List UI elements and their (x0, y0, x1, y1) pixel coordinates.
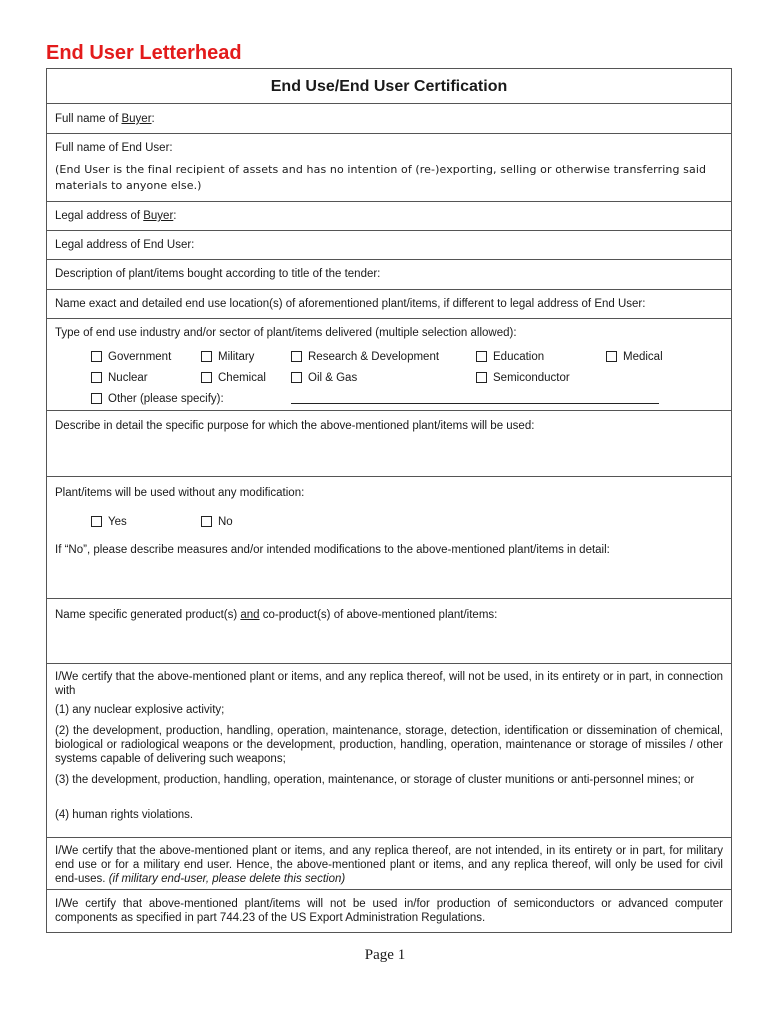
checkbox-box[interactable] (476, 351, 487, 362)
checkbox-box[interactable] (606, 351, 617, 362)
end-user-name-row[interactable] (47, 134, 731, 202)
end-user-address-label: Legal address of End User: (55, 239, 195, 251)
semiconductor-statement: I/We certify that above-mentioned plant/items will not be used in/for production of semiconductors or advanced computer components as specified in part 744.23 of the US Export Administration Regulations. (55, 898, 723, 924)
page-number: Page 1 (364, 947, 406, 963)
certify-item-3: (3) the development, production, handling, operation, maintenance, or storage of cluster munitions or anti-personnel mines; or (55, 774, 695, 786)
checkbox-no[interactable]: No (201, 514, 233, 529)
checkbox-box[interactable] (291, 351, 302, 362)
checkbox-medical[interactable]: Medical (606, 349, 663, 364)
description-row[interactable] (47, 260, 731, 290)
certify-item-4: (4) human rights violations. (55, 809, 194, 821)
form-title: End Use/End User Certification (47, 69, 731, 104)
checkbox-other[interactable]: Other (please specify): (91, 391, 224, 406)
checkbox-military[interactable]: Military (201, 349, 254, 364)
modification-label: Plant/items will be used without any modification: (55, 487, 305, 499)
modification-row (47, 477, 731, 599)
checkbox-box[interactable] (476, 372, 487, 383)
checkbox-education[interactable]: Education (476, 349, 544, 364)
certify-item-2: (2) the development, production, handling, operation, maintenance, storage, detection, identification or dissemination of chemical, biological or radiological weapons or the development, production, handling, operation, maintenance or storage of missiles / other systems capable of delivering such weapons; (55, 725, 723, 765)
letterhead-title: End User Letterhead (46, 42, 242, 64)
buyer-name-label: Full name of Buyer: (55, 113, 155, 125)
end-user-note: (End User is the final recipient of assets and has no intention of (re-)exporting, selling or otherwise transferring said materials to anyone else.) (55, 163, 707, 192)
certify-row (47, 664, 731, 838)
checkbox-box[interactable] (91, 351, 102, 362)
checkbox-semiconductor[interactable]: Semiconductor (476, 370, 570, 385)
location-label: Name exact and detailed end use location(s) of aforementioned plant/items, if different to legal address of End User: (55, 298, 646, 310)
buyer-address-row[interactable] (47, 202, 731, 231)
location-row[interactable] (47, 290, 731, 319)
purpose-row[interactable] (47, 411, 731, 477)
checkbox-box[interactable] (291, 372, 302, 383)
buyer-address-label: Legal address of Buyer: (55, 210, 177, 222)
military-row (47, 838, 731, 890)
certify-item-1: (1) any nuclear explosive activity; (55, 704, 225, 716)
checkbox-chemical[interactable]: Chemical (201, 370, 266, 385)
end-user-name-label: Full name of End User: (55, 142, 173, 154)
end-user-address-row[interactable] (47, 231, 731, 260)
semiconductor-row (47, 890, 731, 932)
description-label: Description of plant/items bought according to title of the tender: (55, 268, 381, 280)
checkbox-oil-gas[interactable]: Oil & Gas (291, 370, 357, 385)
checkbox-nuclear[interactable]: Nuclear (91, 370, 148, 385)
checkbox-box[interactable] (201, 372, 212, 383)
products-row[interactable] (47, 599, 731, 664)
other-specify-field[interactable] (291, 403, 659, 404)
military-statement: I/We certify that the above-mentioned plant or items, and any replica thereof, are not intended, in its entirety or in part, for military end use or for a military end user. Hence, the above-mentioned plant or items, and any replica thereof, will only be used for civil end-uses. (if military end-user, please delete this section) (55, 845, 723, 885)
if-no-label: If “No”, please describe measures and/or intended modifications to the above-mentioned plant/items in detail: (55, 544, 610, 556)
certification-form (46, 68, 732, 933)
certify-intro: I/We certify that the above-mentioned plant or items, and any replica thereof, will not be used, in its entirety or in part, in connection with (55, 671, 723, 697)
products-label: Name specific generated product(s) and co-product(s) of above-mentioned plant/items: (55, 609, 498, 621)
checkbox-box[interactable] (91, 393, 102, 404)
checkbox-box[interactable] (201, 516, 212, 527)
checkbox-government[interactable]: Government (91, 349, 171, 364)
buyer-name-row[interactable] (47, 104, 731, 134)
purpose-label: Describe in detail the specific purpose for which the above-mentioned plant/items will be used: (55, 420, 535, 432)
checkbox-yes[interactable]: Yes (91, 514, 127, 529)
checkbox-research-development[interactable]: Research & Development (291, 349, 439, 364)
industry-label: Type of end use industry and/or sector of plant/items delivered (multiple selection allowed): (55, 327, 517, 339)
industry-row (47, 319, 731, 411)
checkbox-box[interactable] (91, 516, 102, 527)
checkbox-box[interactable] (201, 351, 212, 362)
checkbox-box[interactable] (91, 372, 102, 383)
